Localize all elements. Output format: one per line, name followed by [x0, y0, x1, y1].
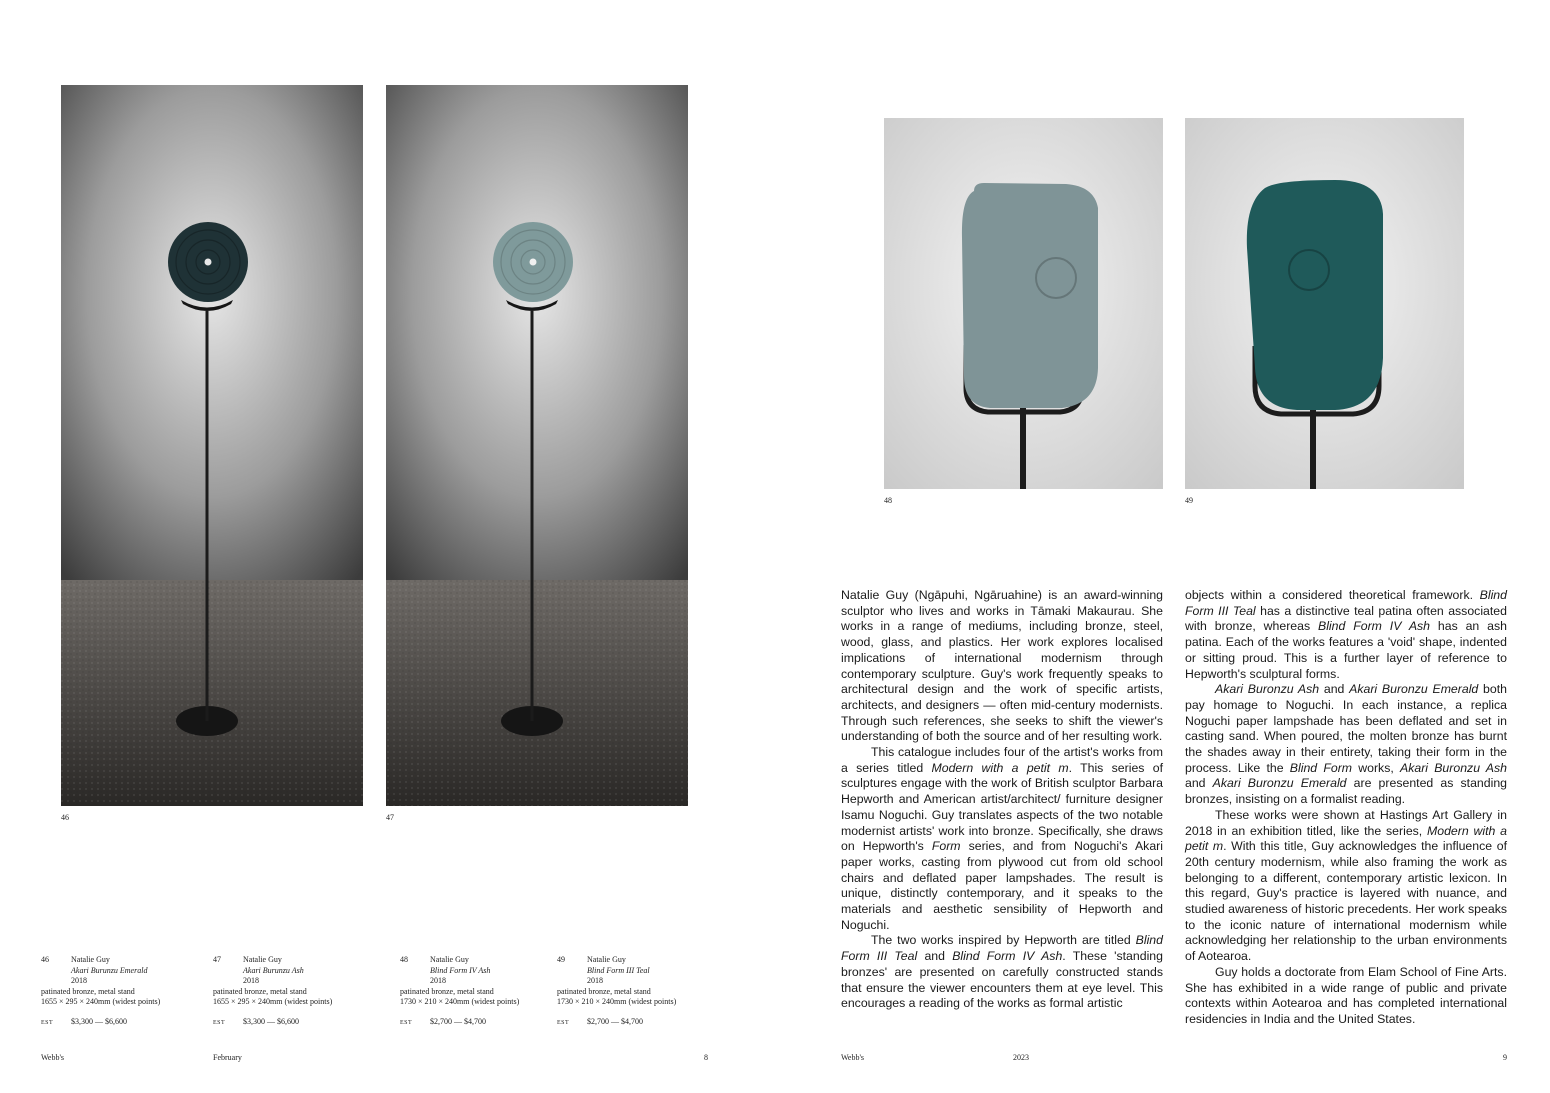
caption-artist: Natalie Guy: [587, 955, 626, 964]
figure-number-46: 46: [61, 813, 69, 822]
caption-46: [41, 955, 201, 1030]
caption-artist: Natalie Guy: [430, 955, 469, 964]
footer-page-number-right: 9: [1503, 1053, 1507, 1062]
caption-title: Blind Form IV Ash: [430, 965, 491, 975]
figure-number-47: 47: [386, 813, 394, 822]
photo-akari-burunzu-ash: [386, 85, 688, 806]
photo-blind-form-iii-teal: [1185, 118, 1464, 489]
footer-publisher-left: Webb's: [41, 1053, 65, 1062]
caption-year: 2018: [430, 976, 446, 985]
essay-paragraph: This catalogue includes four of the artist's works from a series titled Modern with a petit m. This series of sculptures engage with the work of British sculptor Barbara Hepworth and American artist/architect/ furniture designer Isamu Noguchi. Guy translates aspects of the two notable modernist artists' work into bronze. Specifically, she draws on Hepworth's Form series, and from Noguchi's Akari paper works, casting from plywood cut from old school chairs and deflated paper lampshades. The result is unique, distinctly contemporary, and it speaks to the materials and aesthetic sensibility of Hepworth and Noguchi.: [841, 745, 1163, 932]
caption-dimensions: 1655 × 295 × 240mm (widest points): [41, 997, 161, 1006]
caption-year: 2018: [587, 976, 603, 985]
caption-48: [400, 955, 550, 1030]
caption-number: 46: [41, 955, 49, 964]
caption-49: [557, 955, 707, 1030]
essay-column-2: [1185, 588, 1507, 1028]
caption-title: Akari Burunzu Emerald: [71, 965, 148, 975]
caption-medium: patinated bronze, metal stand: [557, 986, 651, 996]
caption-artist: Natalie Guy: [243, 955, 282, 964]
caption-number: 48: [400, 955, 408, 964]
footer-month: February: [213, 1053, 242, 1062]
caption-dimensions: 1730 × 210 × 240mm (widest points): [400, 997, 520, 1006]
photo-blind-form-iv-ash: [884, 118, 1163, 489]
caption-est-label: EST: [400, 1020, 413, 1026]
essay-paragraph: Natalie Guy (Ngāpuhi, Ngāruahine) is an award-winning sculptor who lives and works in Tāmaki Makaurau. She works in a range of mediums, including bronze, steel, wood, glass, and plastics. Her work explores localised implications of international modernism through contemporary sculpture. Guy's work frequently speaks to architectural design and the work of specific artists, architects, and designers — often mid-century modernists. Through such references, she seeks to shift the viewer's understanding of both the source and of her resulting work.: [841, 588, 1163, 744]
essay-paragraph: These works were shown at Hastings Art Gallery in 2018 in an exhibition titled, like the series, Modern with a petit m. With this title, Guy acknowledges the influence of 20th century modernism, while also framing the work as belonging to a different, contemporary artistic lexicon. In this regard, Guy's practice is layered with nuance, and studied awareness of historic precedents. Her work speaks to the iconic nature of international modernism while acknowledging her relationship to the urban environments of Aotearoa.: [1185, 807, 1507, 964]
figure-number-48: 48: [884, 496, 892, 505]
caption-medium: patinated bronze, metal stand: [400, 986, 494, 996]
essay-paragraph: The two works inspired by Hepworth are titled Blind Form III Teal and Blind Form IV Ash. These 'standing bronzes' are presented on carefully constructed stands that ensure the viewer encounters them at eye level. This encourages a reading of the works as formal artistic: [841, 933, 1163, 1011]
essay-column-1: [841, 588, 1163, 1012]
footer-publisher-right: Webb's: [841, 1053, 865, 1062]
caption-number: 49: [557, 955, 565, 964]
caption-medium: patinated bronze, metal stand: [213, 986, 307, 996]
caption-est-label: EST: [41, 1020, 54, 1026]
photo-akari-burunzu-emerald: [61, 85, 363, 806]
footer-year: 2023: [1013, 1053, 1029, 1062]
caption-dimensions: 1730 × 210 × 240mm (widest points): [557, 997, 677, 1006]
caption-year: 2018: [243, 976, 259, 985]
caption-estimate: $3,300 — $6,600: [71, 1017, 127, 1026]
essay-paragraph: Guy holds a doctorate from Elam School of Fine Arts. She has exhibited in a wide range of public and private contexts within Aotearoa and has completed international residencies in India and the United States.: [1185, 964, 1507, 1026]
caption-number: 47: [213, 955, 221, 964]
caption-year: 2018: [71, 976, 87, 985]
caption-title: Akari Burunzu Ash: [243, 965, 304, 975]
caption-artist: Natalie Guy: [71, 955, 110, 964]
caption-title: Blind Form III Teal: [587, 965, 650, 975]
caption-estimate: $3,300 — $6,600: [243, 1017, 299, 1026]
caption-est-label: EST: [213, 1020, 226, 1026]
caption-medium: patinated bronze, metal stand: [41, 986, 135, 996]
caption-estimate: $2,700 — $4,700: [430, 1017, 486, 1026]
caption-estimate: $2,700 — $4,700: [587, 1017, 643, 1026]
figure-number-49: 49: [1185, 496, 1193, 505]
essay-paragraph: objects within a considered theoretical framework. Blind Form III Teal has a distinctive teal patina often associated with bronze, whereas Blind Form IV Ash has an ash patina. Each of the works features a 'void' shape, indented or sitting proud. This is a further layer of reference to Hepworth's sculptural forms.: [1185, 588, 1507, 681]
caption-dimensions: 1655 × 295 × 240mm (widest points): [213, 997, 333, 1006]
caption-47: [213, 955, 373, 1030]
footer-page-number-left: 8: [704, 1053, 708, 1062]
caption-est-label: EST: [557, 1020, 570, 1026]
essay-paragraph: Akari Buronzu Ash and Akari Buronzu Emerald both pay homage to Noguchi. In each instance, a replica Noguchi paper lampshade has been deflated and set in casting sand. When poured, the molten bronze has burnt the shades away in their entirety, taking their form in the process. Like the Blind Form works, Akari Buronzu Ash and Akari Buronzu Emerald are presented as standing bronzes, insisting on a formalist reading.: [1185, 682, 1507, 807]
